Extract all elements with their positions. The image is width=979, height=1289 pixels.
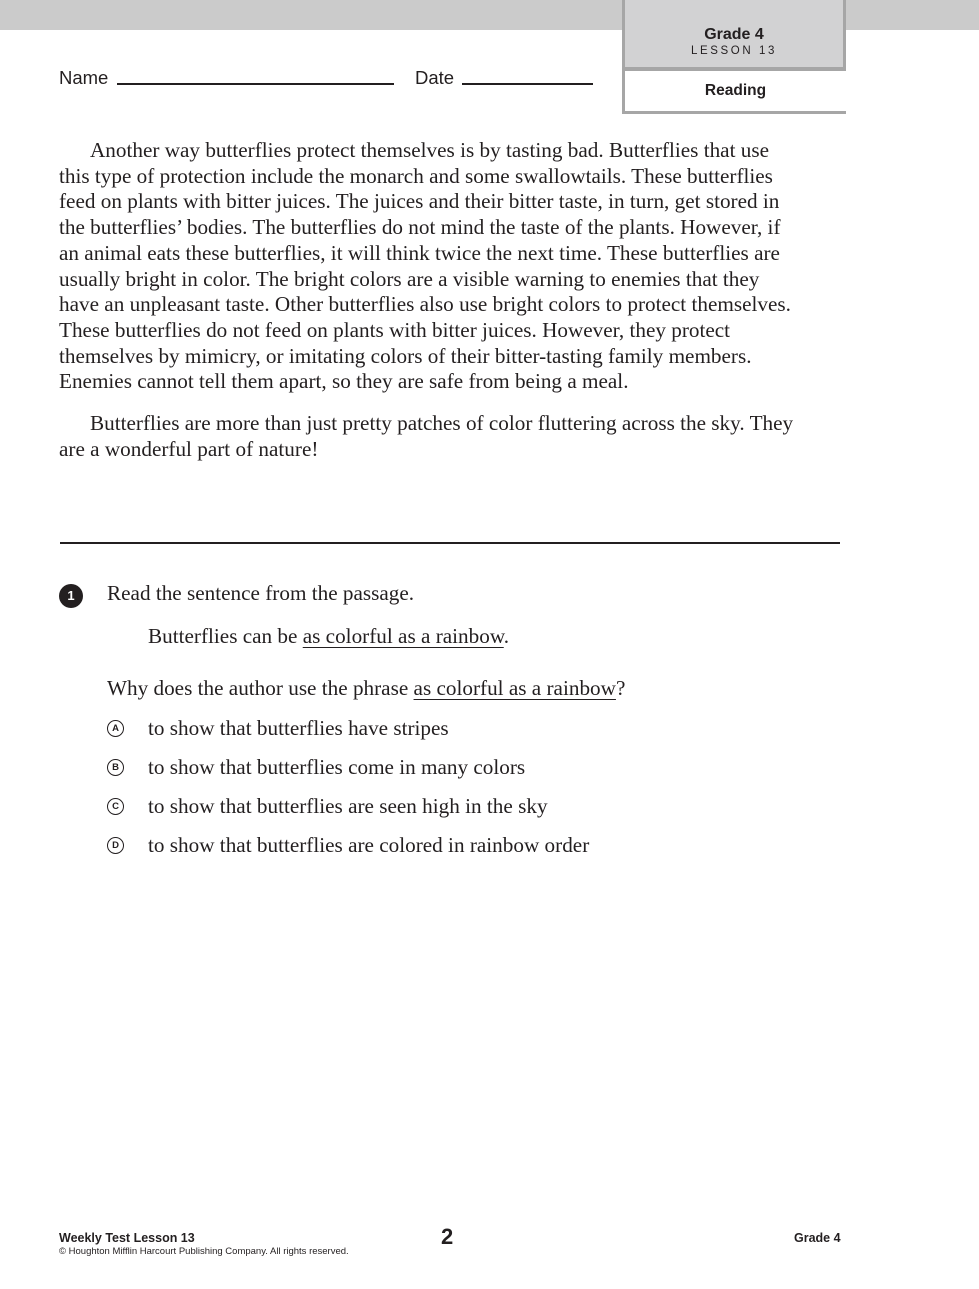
section-divider	[60, 542, 840, 544]
question-stem	[107, 675, 625, 701]
stem-punctuation: ?	[615, 676, 626, 700]
footer-grade: Grade 4	[794, 1231, 841, 1245]
lesson-label: LESSON 13	[690, 45, 778, 57]
reading-passage	[59, 138, 799, 478]
name-label: Name	[59, 67, 109, 88]
passage-paragraph: Butterflies are more than just pretty patches of color fluttering across the sky. They are a wonderful part of nature!	[59, 411, 794, 461]
grade-lesson-tab	[622, 0, 846, 114]
choice-c-bubble[interactable]: C	[107, 798, 124, 815]
passage-paragraph: Another way butterflies protect themselves is by tasting bad. Butterflies that use this type of protection include the monarch and some swallowtails. These butterflies feed on plants with bitter juices. The juices and their bitter taste, in turn, get stored in the butterflies’ bodies. The butterflies do not mind the taste of the plants. However, if an animal eats these butterflies, it will think twice the next time. These butterflies are usually bright in color. The bright colors are a visible warning to enemies that they have an unpleasant taste. Other butterflies also use bright colors to protect themselves. These butterflies do not feed on plants with bitter juices. However, they protect themselves by mimicry, or imitating colors of their bitter-tasting family members. Enemies cannot tell them apart, so they are safe from being a meal.	[59, 138, 791, 394]
choice-d-text: to show that butterflies are colored in rainbow order	[148, 833, 590, 857]
choice-a-text: to show that butterflies have stripes	[148, 716, 449, 740]
date-field-line[interactable]	[462, 83, 593, 85]
date-label: Date	[415, 67, 455, 88]
question-number-badge: 1	[59, 584, 83, 608]
grade-label: Grade 4	[704, 26, 764, 43]
stem-underlined-phrase: as colorful as a rainbow	[413, 676, 616, 700]
quote-text: Butterflies can be	[148, 624, 303, 648]
footer-test-title: Weekly Test Lesson 13	[59, 1231, 195, 1245]
footer-info	[59, 1230, 349, 1258]
name-field-line[interactable]	[117, 83, 394, 85]
question-prompt: Read the sentence from the passage.	[107, 581, 415, 605]
page-number: 2	[441, 1224, 454, 1249]
subject-box	[622, 71, 846, 114]
subject-label: Reading	[704, 82, 767, 99]
choice-b-text: to show that butterflies come in many colors	[148, 755, 526, 779]
choice-a-bubble[interactable]: A	[107, 720, 124, 737]
stem-text: Why does the author use the phrase	[107, 676, 414, 700]
choice-b-bubble[interactable]: B	[107, 759, 124, 776]
quoted-sentence	[148, 623, 509, 649]
grade-lesson-box	[622, 0, 846, 71]
quote-punctuation: .	[503, 624, 510, 648]
quote-underlined-phrase: as colorful as a rainbow	[302, 624, 504, 648]
choice-c-text: to show that butterflies are seen high in the sky	[148, 794, 548, 818]
footer-copyright: © Houghton Mifflin Harcourt Publishing Company. All rights reserved.	[59, 1246, 349, 1257]
choice-d-bubble[interactable]: D	[107, 837, 124, 854]
